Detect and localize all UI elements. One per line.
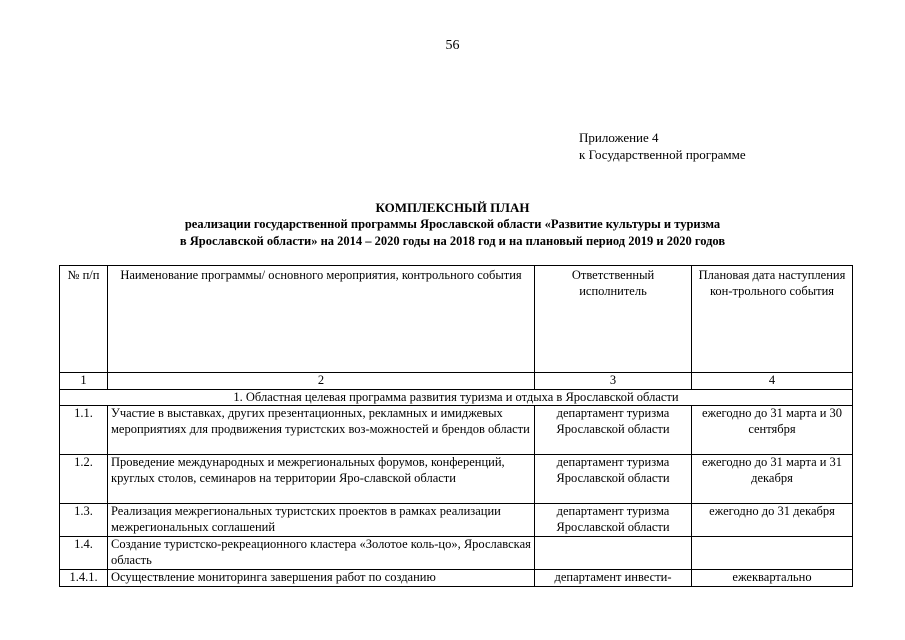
- title-line-2: реализации государственной программы Ярославской области «Развитие культуры и туризма: [184, 217, 721, 231]
- appendix-line-1: Приложение 4: [579, 130, 659, 145]
- row-responsible: департамент инвести-: [535, 570, 692, 587]
- row-responsible: департамент туризма Ярославской области: [535, 406, 692, 455]
- table-row: [60, 570, 853, 587]
- appendix-note: [579, 129, 746, 163]
- row-responsible: департамент туризма Ярославской области: [535, 504, 692, 537]
- row-name: Проведение международных и межрегиональных форумов, конференций, круглых столов, семинаров на территории Яро-славской области: [108, 455, 535, 504]
- row-name: Реализация межрегиональных туристских проектов в рамках реализации межрегиональных соглашений: [108, 504, 535, 537]
- page-number: 56: [445, 38, 460, 53]
- column-number-row: [60, 373, 853, 390]
- row-responsible: департамент туризма Ярославской области: [535, 455, 692, 504]
- row-date: ежегодно до 31 марта и 31 декабря: [692, 455, 853, 504]
- header-responsible: Ответственный исполнитель: [535, 266, 692, 373]
- table-row: [60, 406, 853, 455]
- column-number: 3: [535, 373, 692, 390]
- header-number: № п/п: [60, 266, 108, 373]
- row-date: [692, 537, 853, 570]
- table-row: [60, 537, 853, 570]
- table-row: [60, 504, 853, 537]
- row-number: 1.4.1.: [60, 570, 108, 587]
- row-responsible: [535, 537, 692, 570]
- section-row: [60, 389, 853, 406]
- table-row: [60, 455, 853, 504]
- appendix-line-2: к Государственной программе: [579, 147, 746, 162]
- section-title: 1. Областная целевая программа развития туризма и отдыха в Ярославской области: [60, 389, 853, 406]
- row-number: 1.2.: [60, 455, 108, 504]
- row-number: 1.4.: [60, 537, 108, 570]
- plan-table: [59, 265, 853, 587]
- row-date: ежеквартально: [692, 570, 853, 587]
- row-number: 1.1.: [60, 406, 108, 455]
- column-number: 4: [692, 373, 853, 390]
- table-header-row: [60, 266, 853, 373]
- row-name: Осуществление мониторинга завершения работ по созданию: [108, 570, 535, 587]
- row-date: ежегодно до 31 декабря: [692, 504, 853, 537]
- row-date: ежегодно до 31 марта и 30 сентября: [692, 406, 853, 455]
- title-line-3: в Ярославской области» на 2014 – 2020 годы на 2018 год и на плановый период 2019 и 2020 годов: [179, 234, 726, 248]
- row-number: 1.3.: [60, 504, 108, 537]
- title-line-1: КОМПЛЕКСНЫЙ ПЛАН: [375, 200, 530, 215]
- header-name: Наименование программы/ основного мероприятия, контрольного события: [108, 266, 535, 373]
- column-number: 1: [60, 373, 108, 390]
- header-date: Плановая дата наступления кон-трольного события: [692, 266, 853, 373]
- row-name: Создание туристско-рекреационного кластера «Золотое коль-цо», Ярославская область: [108, 537, 535, 570]
- column-number: 2: [108, 373, 535, 390]
- row-name: Участие в выставках, других презентационных, рекламных и имиджевых мероприятиях для продвижения туристских воз-можностей и брендов области: [108, 406, 535, 455]
- document-title: [0, 199, 905, 250]
